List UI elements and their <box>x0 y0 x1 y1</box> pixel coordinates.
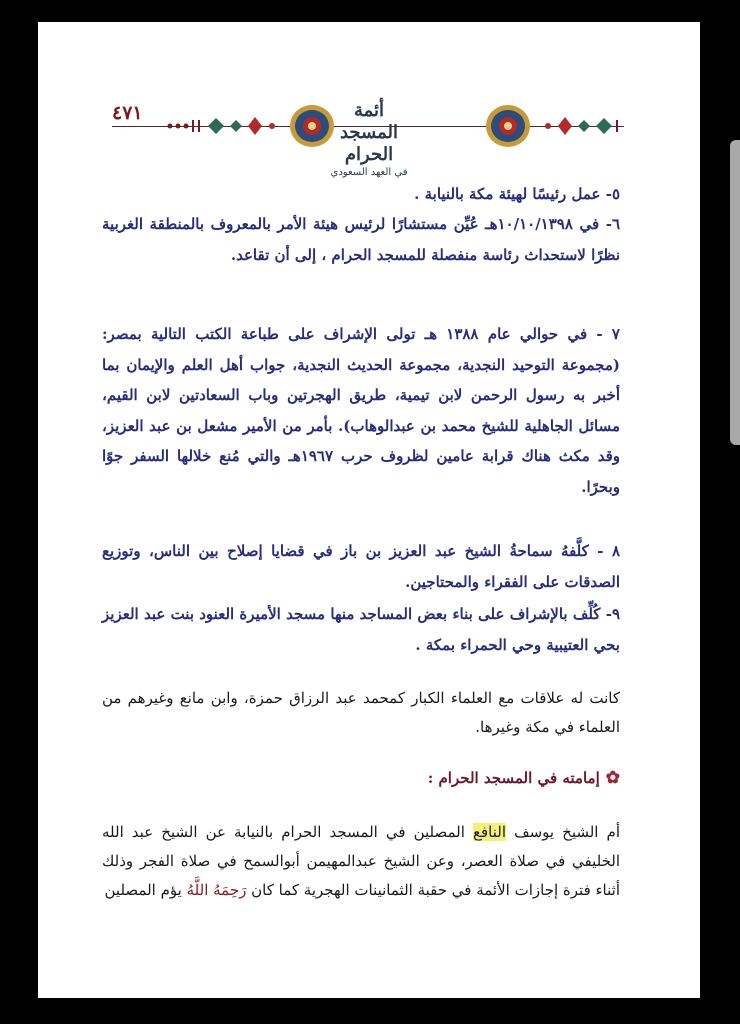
page-number: ٤٧١ <box>112 102 143 124</box>
section-heading-text: إمامته في المسجد الحرام : <box>427 769 600 787</box>
imamah-text-1: أم الشيخ يوسف <box>514 823 620 841</box>
honorific-phrase: رَحِمَهُ اللَّهُ <box>186 881 247 899</box>
book-title-main: أئمة المسجد الحرام <box>339 100 399 165</box>
imamah-text-3: يؤم المصلين <box>104 881 182 899</box>
scrollbar-handle[interactable] <box>730 140 740 445</box>
ornament-star-icon: ✿ <box>605 768 620 788</box>
book-title-sub: في العهد السعودي <box>330 167 408 178</box>
page-header <box>38 22 700 182</box>
relations-paragraph: كانت له علاقات مع العلماء الكبار كمحمد عبد الرزاق حمزة، وابن مانع وغيرهم من العلماء في مكة وغيرها. <box>102 689 620 736</box>
section-heading <box>428 768 620 788</box>
imamah-paragraph <box>102 818 620 905</box>
list-item-7: ٧ - في حوالي عام ١٣٨٨ هـ تولى الإشراف على طباعة الكتب التالية بمصر: (مجموعة التوحيد النجدية، مجموعة الحديث النجدية، جواب أهل العلم والإيمان بما أخبر به رسول الرحمن لابن تيمية، طريق الهجرتين وباب السعادتين لابن القيم، مسائل الجاهلية للشيخ محمد بن عبدالوهاب). بأمر من الأمير مشعل بن عبد العزيز، وقد مكث هناك قرابة عامين لظروف حرب ١٩٦٧هـ والتي مُنع خلالها السفر جوًا وبحرًا. <box>102 325 620 496</box>
highlighted-word[interactable]: النافع <box>473 823 506 841</box>
list-item-8: ٨ - كلَّفهُ سماحةُ الشيخ عبد العزيز بن باز في قضايا إصلاح بين الناس، وتوزيع الصدقات على الفقراء والمحتاجين. <box>102 542 620 591</box>
list-item-6: ٦- في ١٠/١٠/١٣٩٨هـ عُيِّن مستشارًا لرئيس هيئة الأمر بالمعروف بالمنطقة الغربية نظرًا لاستحداث رئاسة منفصلة للمسجد الحرام ، إلى أن تقاعد. <box>102 215 620 264</box>
list-item-9: ٩- كُلِّف بالإشراف على بناء بعض المساجد منها مسجد الأميرة العنود بنت عبد العزيز بحي العتيبية وحي الحمراء بمكة . <box>102 605 620 654</box>
book-title <box>328 100 410 180</box>
list-item-5: ٥- عمل رئيسًا لهيئة مكة بالنيابة . <box>414 185 620 203</box>
imamah-text-2: المصلين في المسجد الحرام بالنيابة عن الشيخ عبد الله الخليفي في صلاة العصر، وعن الشيخ عبدالمهيمن أبوالسمح في صلاة الفجر وذلك أثناء فترة إجازات الأئمة في حقبة الثمانينات الهجرية كما كان <box>102 823 620 899</box>
document-page <box>38 22 700 998</box>
